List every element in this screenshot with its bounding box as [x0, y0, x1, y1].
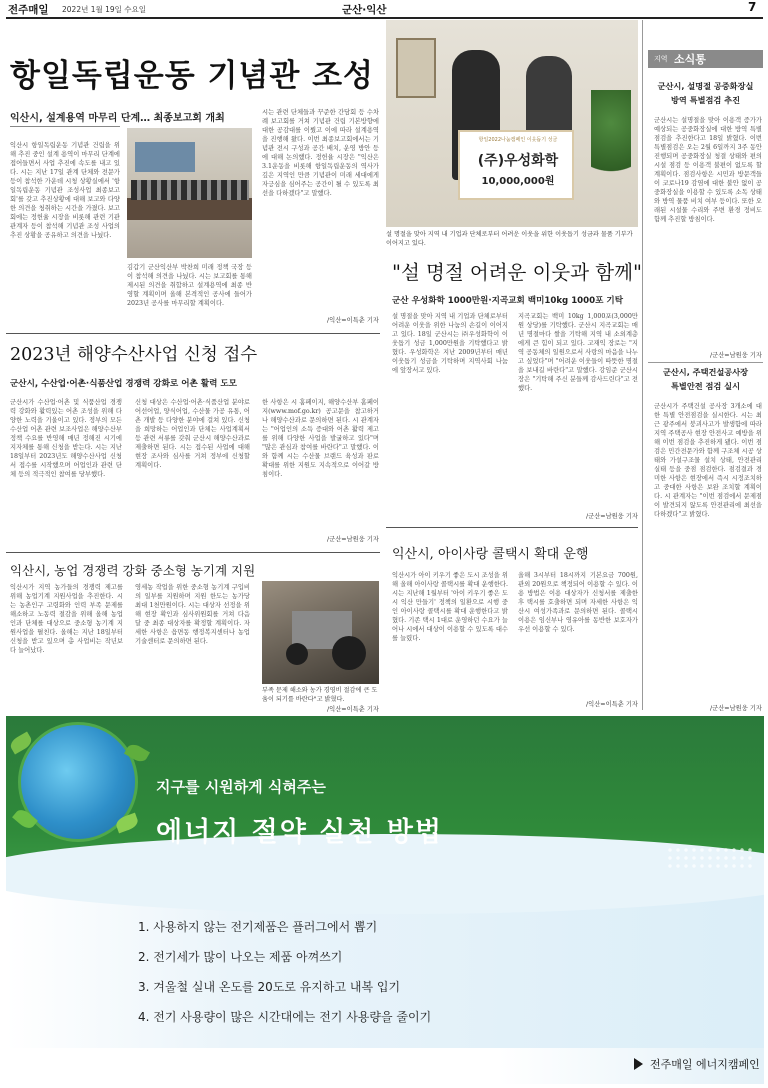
article5-col2: 올해 3시부터 18시까지 기본요금 700원, 관외 20원으로 책정되어 이용할 수 있다. 이용 방법은 이용 대상자가 신청서를 제출한 후 택시를 호출하면 되며 자세한 사항은 익산시 여성가족과로 문의하면 된다. 콜택시 이용은 임신부나 영유아를 동반한 보호자가 우선 이용할 수 있다.: [518, 572, 638, 633]
sidebar-header: [648, 50, 763, 68]
article2-byline: /군산=남원웅 기자: [327, 536, 379, 543]
sidebar-tag: 지역: [654, 55, 668, 63]
article2-col2: 신청 대상은 수산업·어촌·식품산업 분야로 어선어업, 양식어업, 수산물 가공 유통, 어촌 개발 등 다양한 분야에 걸쳐 있다. 신청을 희망하는 어업인과 단체는 사업계획서 등 관련 서류를 갖춰 군산시 해양수산과로 제출하면 된다. 시는 접수된 사업에 대해 현장 조사와 심사를 거쳐 정부에 신청할 계획이다.: [135, 399, 250, 469]
page-number: 7: [748, 0, 757, 14]
article2-col1: 군산시가 수산업·어촌 및 식품산업 경쟁력 강화와 활력있는 어촌 조성을 위해 다양한 노력을 기울이고 있다. 정부의 모든 수산업 어촌 관련 보조사업은 해양수산부 정책 수요를 반영해 매년 정해진 시기에 지자체를 통해 신청을 받는다. 시는 지난 18일부터 2023년도 해양수산사업 신청서 접수를 시작했으며 어업인과 관련 단체 등의 적극적인 참여를 당부했다.: [10, 399, 122, 478]
article4-photo-caption: 설 명절을 맞아 지역 내 기업과 단체로부터 어려운 이웃을 위한 이웃돕기 성금과 물품 기부가 이어지고 있다.: [386, 231, 633, 247]
tip-4: 4. 전기 사용량이 많은 시간대에는 전기 사용량을 줄이기: [138, 1010, 432, 1024]
article2-headline: 2023년 해양수산사업 신청 접수: [10, 345, 258, 365]
article5-byline: /익산=이특춘 기자: [586, 701, 638, 708]
sidebar-item1-title-b: 방역 특별점검 추진: [671, 95, 740, 105]
photo-tractor-wheel: [332, 636, 366, 670]
energy-campaign-banner: [6, 716, 764, 1084]
section-name: 군산·익산: [342, 4, 387, 16]
article2-top-rule: [6, 333, 380, 334]
article4-byline: /군산=남원웅 기자: [586, 513, 638, 520]
article4-subhead: 군산 우성화학 1000만원·지곡교회 백미10kg 1000포 기탁: [392, 296, 624, 306]
article5-col1: 익산시가 아이 키우기 좋은 도시 조성을 위해 올해 아이사랑 콜택시를 확대 운행한다. 시는 지난해 1월부터 '아이 키우기 좋은 도시 익산 만들기' 정책의 일환으로 시행 중인 아이사랑 콜택시를 확대 운행한다고 밝혔다. 기존 택시 1대로 운영하던 수요가 늘어나 시에서 대상이 이용할 수 있도록 대수를 늘렸다.: [392, 572, 508, 642]
campaign-label: 전주매일 에너지캠페인: [650, 1058, 760, 1071]
sidebar-item1-byline: /군산=남원웅 기자: [710, 352, 762, 359]
sidebar-divider: [642, 20, 643, 710]
banner-title: 에너지 절약 실천 방법: [156, 817, 443, 848]
article2-subhead: 군산시, 수산업·어촌·식품산업 경쟁력 강화로 어촌 활력 도모: [10, 379, 237, 389]
article4-col1: 설 명절을 맞아 지역 내 기업과 단체로부터 어려운 이웃을 위한 나눔의 손길이 이어지고 있다. 18일 군산시는 ㈜우성화학이 이웃돕기 성금 1,000만원을 기탁했다고 밝혔다. 우성화학은 지난 2009년부터 매년 이웃돕기 성금을 기탁하며 지역사회 나눔에 앞장서고 있다.: [392, 313, 508, 374]
article1-col1: 익산시 항일독립운동 기념관 건립을 위해 추진 중인 설계 용역이 마무리 단계에 접어들면서 사업 추진에 속도를 내고 있다. 시는 지난 17일 관계 단체와 전문가 등이 참석한 가운데 시청 상황실에서 '항일독립운동 기념관 조성사업 최종보고회'를 갖고 추진상황에 대해 보고와 다양한 의견을 청취하는 시간을 가졌다. 보고회에는 정헌율 시장을 비롯해 관련 기관 관계자 등이 참석해 기념관 조성 사업의 추진 상황을 공유하고 의견을 나눴다.: [10, 142, 120, 239]
sidebar-item2-title-b: 특별안전 점검 실시: [671, 381, 740, 391]
article1-subhead: 익산시, 설계용역 마무리 단계… 최종보고회 개최: [10, 113, 225, 124]
article1-col3: 시는 관련 단체들과 꾸준한 간담회 등 수차례 보고회를 거쳐 기념관 건립 기본방향에 대한 공감대를 이뤘고 이에 따라 설계용역을 진행해 왔다. 이번 최종보고회에서는 기념관 전시 구성과 공간 배치, 운영 방안 등에 대해 논의했다. 정헌율 시장은 "익산은 3.1운동을 비롯해 항일독립운동의 역사가 깊은 지역인 만큼 기념관이 미래 세대에게 자긍심을 심어주는 공간이 될 수 있도록 최선을 다하겠다"고 말했다.: [262, 109, 379, 197]
sidebar-item2-body: 군산시가 주택건설 공사장 3개소에 대한 특별 안전점검을 실시한다. 시는 최근 광주에서 붕괴사고가 발생함에 따라 지역 주택공사 현장 안전사고 예방을 위해 이번 점검을 추진하게 됐다. 이번 점검은 민간전문가와 함께 구조체 시공 상태와 가설구조물 설치 상태, 안전관리 실태 등을 중점 점검한다. 점검결과 경미한 사항은 현장에서 즉시 시정조치하고 중대한 사항은 보완 조치할 계획이다. 시 관계자는 "이번 점검에서 문제점이 발견되지 않도록 안전관리에 최선을 다하겠다"고 밝혔다.: [654, 403, 762, 518]
header-rule: [6, 17, 763, 19]
article4-headline: "설 명절 어려운 이웃과 함께": [392, 261, 642, 284]
campaign-arrow-icon: [634, 1058, 643, 1070]
sidebar-item1-body: 군산시는 설명절을 맞아 이용객 증가가 예상되는 공중화장실에 대한 방역 특별점검을 추진한다고 18일 밝혔다. 이번 특별점검은 오는 2월 6일까지 3주 동안 진행되며 공중화장실 청결 상태와 편의시설 점검 등 이용객 불편이 없도록 할 계획이다. 점검사항은 시민과 방문객들이 코로나19 감염에 대한 불안 없이 공중화장실을 이용할 수 있도록 소독 상태와 방역 물품 비치 여부 등이다. 또한 오래된 시설물 수리와 주변 환경 정비도 함께 추진할 방침이다.: [654, 117, 762, 223]
article3-photo: [262, 581, 379, 684]
photo-plant: [591, 90, 631, 200]
donation-check-board: [458, 130, 574, 200]
article4-photo: [386, 20, 638, 227]
check-amount: 10,000,000원: [481, 176, 555, 187]
tip-2: 2. 전기세가 많이 나오는 제품 아껴쓰기: [138, 950, 343, 964]
tip-3: 3. 겨울철 실내 온도를 20도로 유지하고 내복 입기: [138, 980, 401, 994]
article5-top-rule: [386, 527, 638, 528]
photo-screen: [135, 142, 195, 172]
photo-table: [127, 198, 252, 220]
banner-tagline: 지구를 시원하게 식혀주는: [156, 778, 326, 796]
banner-dots-top: [666, 846, 754, 870]
article3-col2: 영세농 작업을 위한 중소형 농기계 구입비의 일부를 지원하며 지원 한도는 농가당 최대 1천만원이다. 시는 대상자 선정을 위해 현장 확인과 심사위원회를 거쳐 다음 달 중 최종 대상자를 확정할 계획이다. 자세한 사항은 읍면동 행정복지센터나 농업기술센터로 문의하면 된다.: [135, 584, 250, 645]
article1-photo: [127, 128, 252, 258]
check-company-name: (주)우성화학: [477, 153, 559, 169]
photo-tractor-wheel-2: [286, 643, 308, 665]
article2-col3: 한 사항은 시 홈페이지, 해양수산부 홈페이지(www.mof.go.kr) 공고문을 참고하거나 해양수산과로 문의하면 된다. 시 관계자는 "어업인의 소득 증대와 어촌 활력 제고를 위해 다양한 사업을 발굴하고 있다"며 "많은 관심과 참여를 바란다"고 말했다. 이와 함께 시는 수산물 브랜드 육성과 판로 확대를 위한 지원도 지속적으로 이어갈 방침이다.: [262, 399, 379, 478]
issue-date: 2022년 1월 19일 수요일: [62, 5, 147, 14]
article1-col2: 김갑기 군산익산부 박찬희 미래 정책 국장 등이 참석해 의견을 나눴다. 시는 보고회를 통해 제시된 의견을 취합하고 설계용역에 최종 반영할 계획이며 올해 본격적인 공사에 들어가 2023년 공사를 마무리할 계획이다.: [127, 264, 252, 307]
photo-wall-frame: [396, 38, 436, 98]
article3-col1: 익산시가 지역 농가들의 경쟁력 제고를 위해 농업기계 지원사업을 추진한다. 시는 농촌인구 고령화와 인력 부족 문제를 해소하고 노동력 절감을 위해 올해 농업인과 단체를 대상으로 중소형 농기계 지원사업을 펼친다. 올해는 지난 18일부터 신청을 받고 있으며 총 사업비는 작년보다 늘어났다.: [10, 584, 123, 654]
sidebar-item-divider: [648, 362, 763, 363]
article4-col2: 지곡교회는 백미 10kg 1,000포(3,000만원 상당)를 기탁했다. 군산시 지곡교회는 매년 명절마다 쌀을 기탁해 지역 내 소외계층에게 큰 힘이 되고 있다. 고재익 장로는 "지역 공동체의 일원으로서 사랑의 마음을 나누고 싶었다"며 "어려운 이웃들이 따뜻한 명절을 보내길 바란다"고 말했다. 강임준 군산시장은 "기탁해 주신 분들께 감사드린다"고 전했다.: [518, 313, 638, 392]
check-top-line: 항일2022나눔캠페인 이웃돕기 성금: [478, 137, 558, 143]
tip-1: 1. 사용하지 않는 전기제품은 플러그에서 뽑기: [138, 920, 378, 934]
article1-byline: /익산=이특춘 기자: [327, 317, 379, 324]
article3-headline: 익산시, 농업 경쟁력 강화 중소형 농기계 지원: [10, 563, 256, 578]
sidebar-item2-title-a: 군산시, 주택건설공사장: [662, 367, 749, 377]
article5-headline: 익산시, 아이사랑 콜택시 확대 운행: [392, 547, 589, 562]
article3-photo-caption: 부족 문제 해소와 농가 경영비 절감에 큰 도움이 되기를 바란다"고 밝혔다.: [262, 687, 378, 703]
sidebar-item1-title-a: 군산시, 설명절 공중화장실: [657, 81, 754, 91]
article3-byline: /익산=이특춘 기자: [327, 706, 379, 713]
article3-top-rule: [6, 552, 380, 553]
article1-subhead-rule: [10, 126, 120, 127]
sidebar-item2-byline: /군산=남원웅 기자: [710, 705, 762, 712]
photo-people: [131, 180, 249, 200]
newspaper-name: 전주매일: [8, 4, 49, 16]
sidebar-title: 소식통: [674, 53, 706, 66]
article1-headline: 항일독립운동 기념관 조성: [10, 58, 374, 94]
